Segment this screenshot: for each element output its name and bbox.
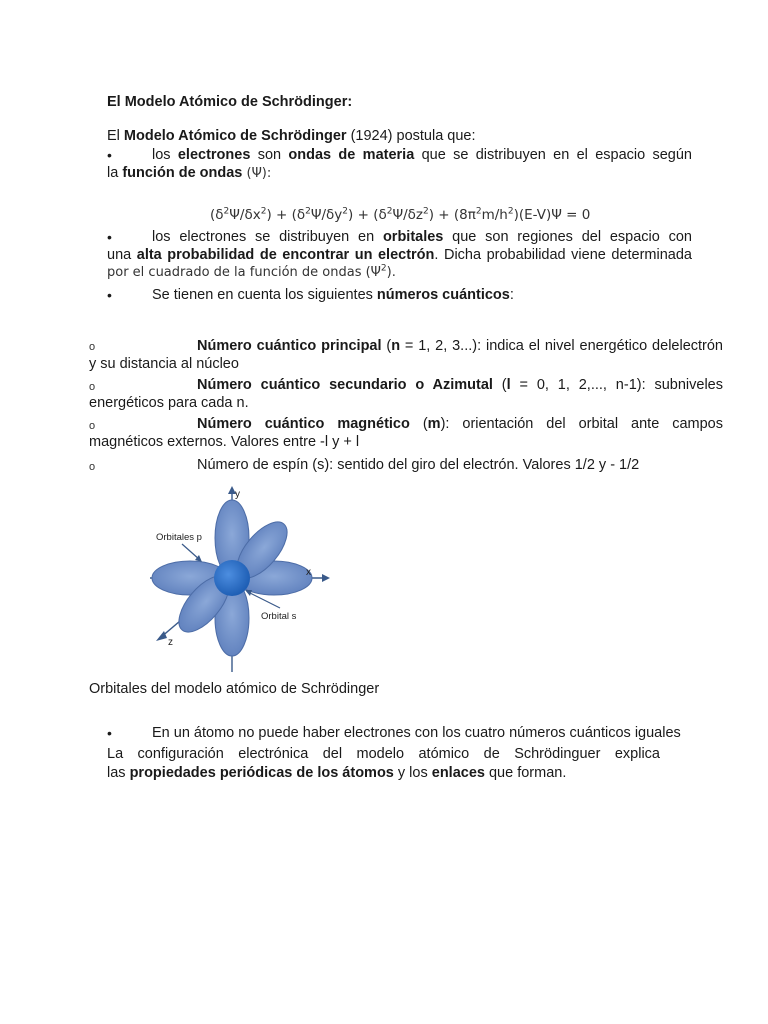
quantum-principal-line1: Número cuántico principal (n = 1, 2, 3...): indica el nivel energético delelectrón <box>197 338 723 354</box>
z-axis-label: z <box>168 637 173 648</box>
y-axis-label: y <box>235 489 240 500</box>
orbital-s-core <box>214 560 250 596</box>
quantum-magnetico-line1: Número cuántico magnético (m): orientación del orbital ante campos <box>197 416 724 432</box>
bullet-orbitales-line1: los electrones se distribuyen en orbitales que son regiones del espacio con <box>152 229 692 245</box>
bullet-orbitales-line2: una alta probabilidad de encontrar un electrón. Dicha probabilidad viene determinada <box>107 247 692 263</box>
bullet-cuatro-numeros: En un átomo no puede haber electrones con los cuatro números cuánticos iguales <box>152 725 681 741</box>
quantum-azimutal-line1: Número cuántico secundario o Azimutal (l = 0, 1, 2,..., n-1): subniveles <box>197 377 723 393</box>
orbital-diagram-svg <box>140 478 340 678</box>
bullet-marker: • <box>107 147 112 163</box>
orbitales-p-label: Orbitales p <box>156 532 202 543</box>
sub-bullet-marker: o <box>89 341 96 353</box>
quantum-magnetico-line2: magnéticos externos. Valores entre -l y + l <box>89 434 360 450</box>
quantum-azimutal-line2: energéticos para cada n. <box>89 395 249 411</box>
bullet-electrones-line1: los electrones son ondas de materia que se distribuyen en el espacio según <box>152 147 692 163</box>
x-axis-label: x <box>306 567 311 578</box>
orbital-diagram <box>140 478 340 678</box>
intro-line: El Modelo Atómico de Schrödinger (1924) postula que: <box>107 128 476 144</box>
figure-caption: Orbitales del modelo atómico de Schrödinger <box>89 681 380 697</box>
closing-line1: La configuración electrónica del modelo atómico de Schrödinguer explica <box>107 746 660 762</box>
quantum-espin: Número de espín (s): sentido del giro del electrón. Valores 1/2 y - 1/2 <box>197 457 640 473</box>
schrodinger-equation: $(\delta^2\Psi/\delta x^2) + (\delta^2\Psi/\delta y^2) + (\delta^2\Psi/\delta z^2) + (8\pi^2m/h^2)(E-V)\Psi = 0$ <box>210 206 591 223</box>
sub-bullet-marker: o <box>89 461 96 473</box>
sub-bullet-marker: o <box>89 420 96 432</box>
page-title: El Modelo Atómico de Schrödinger: <box>107 94 353 110</box>
z-axis-arrow-icon <box>156 631 167 641</box>
orbital-s-label: Orbital s <box>261 611 297 622</box>
sub-bullet-marker: o <box>89 381 96 393</box>
closing-line2: las propiedades periódicas de los átomos y los enlaces que forman. <box>107 765 567 781</box>
bullet-marker: • <box>107 229 112 245</box>
bullet-marker: • <box>107 725 112 741</box>
bullet-electrones-line2: la función de ondas (Ψ): <box>107 165 272 181</box>
x-axis-arrow-icon <box>322 574 330 582</box>
quantum-principal-line2: y su distancia al núcleo <box>89 356 239 372</box>
bullet-numeros-cuanticos: Se tienen en cuenta los siguientes números cuánticos: <box>152 287 514 303</box>
bullet-marker: • <box>107 287 112 303</box>
bullet-orbitales-line3: por el cuadrado de la función de ondas $(\Psi^2)$. <box>107 263 396 280</box>
